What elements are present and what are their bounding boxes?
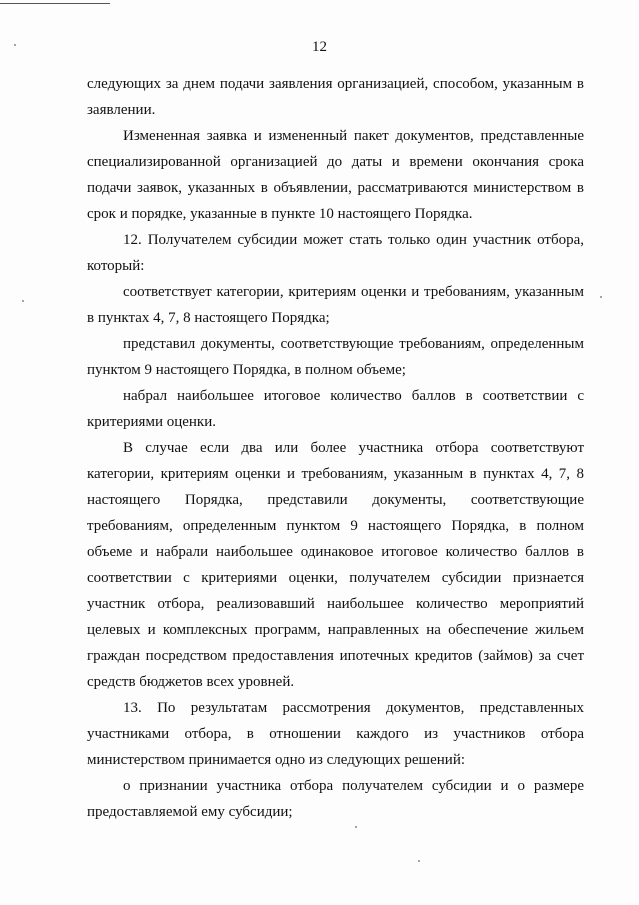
paragraph-continuation: следующих за днем подачи заявления организацией, способом, указанным в заявлении. [87, 76, 584, 118]
scan-speck [22, 300, 24, 302]
paragraph-clause-12: 12. Получателем субсидии может стать только один участник отбора, который: [87, 232, 584, 274]
page-number: 12 [312, 39, 327, 55]
paragraph-criteria-category: соответствует категории, критериям оценки и требованиям, указанным в пунктах 4, 7, 8 настоящего Порядка; [87, 284, 584, 326]
scan-edge-line [0, 3, 110, 4]
paragraph-clause-13: 13. По результатам рассмотрения документов, представленных участниками отбора, в отношении каждого из участников отбора министерством принимается одно из следующих решений: [87, 700, 584, 768]
document-body [87, 71, 584, 825]
scan-speck [418, 860, 420, 862]
paragraph-criteria-documents: представил документы, соответствующие требованиям, определенным пунктом 9 настоящего Порядка, в полном объеме; [87, 336, 584, 378]
paragraph-tie-break: В случае если два или более участника отбора соответствуют категории, критериям оценки и требованиям, указанным в пунктах 4, 7, 8 настоящего Порядка, представили документы, соответствующие требованиям, определенным пунктом 9 настоящего Порядка, в полном объеме и набрали наибольшее одинаковое итоговое количество баллов в соответствии с критериями оценки, получателем субсидии признается участник отбора, реализовавший наибольшее количество мероприятий целевых и комплексных программ, направленных на обеспечение жильем граждан посредством предоставления ипотечных кредитов (займов) за счет средств бюджетов всех уровней. [87, 440, 584, 690]
scan-speck [14, 44, 16, 46]
scan-speck [355, 826, 357, 828]
paragraph-criteria-score: набрал наибольшее итоговое количество баллов в соответствии с критериями оценки. [87, 388, 584, 430]
paragraph-decision-grant: о признании участника отбора получателем субсидии и о размере предоставляемой ему субсидии; [87, 778, 584, 820]
paragraph-amended-application: Измененная заявка и измененный пакет документов, представленные специализированной организацией до даты и времени окончания срока подачи заявок, указанных в объявлении, рассматриваются министерством в срок и порядке, указанные в пункте 10 настоящего Порядка. [87, 128, 584, 222]
scan-speck [600, 296, 602, 298]
